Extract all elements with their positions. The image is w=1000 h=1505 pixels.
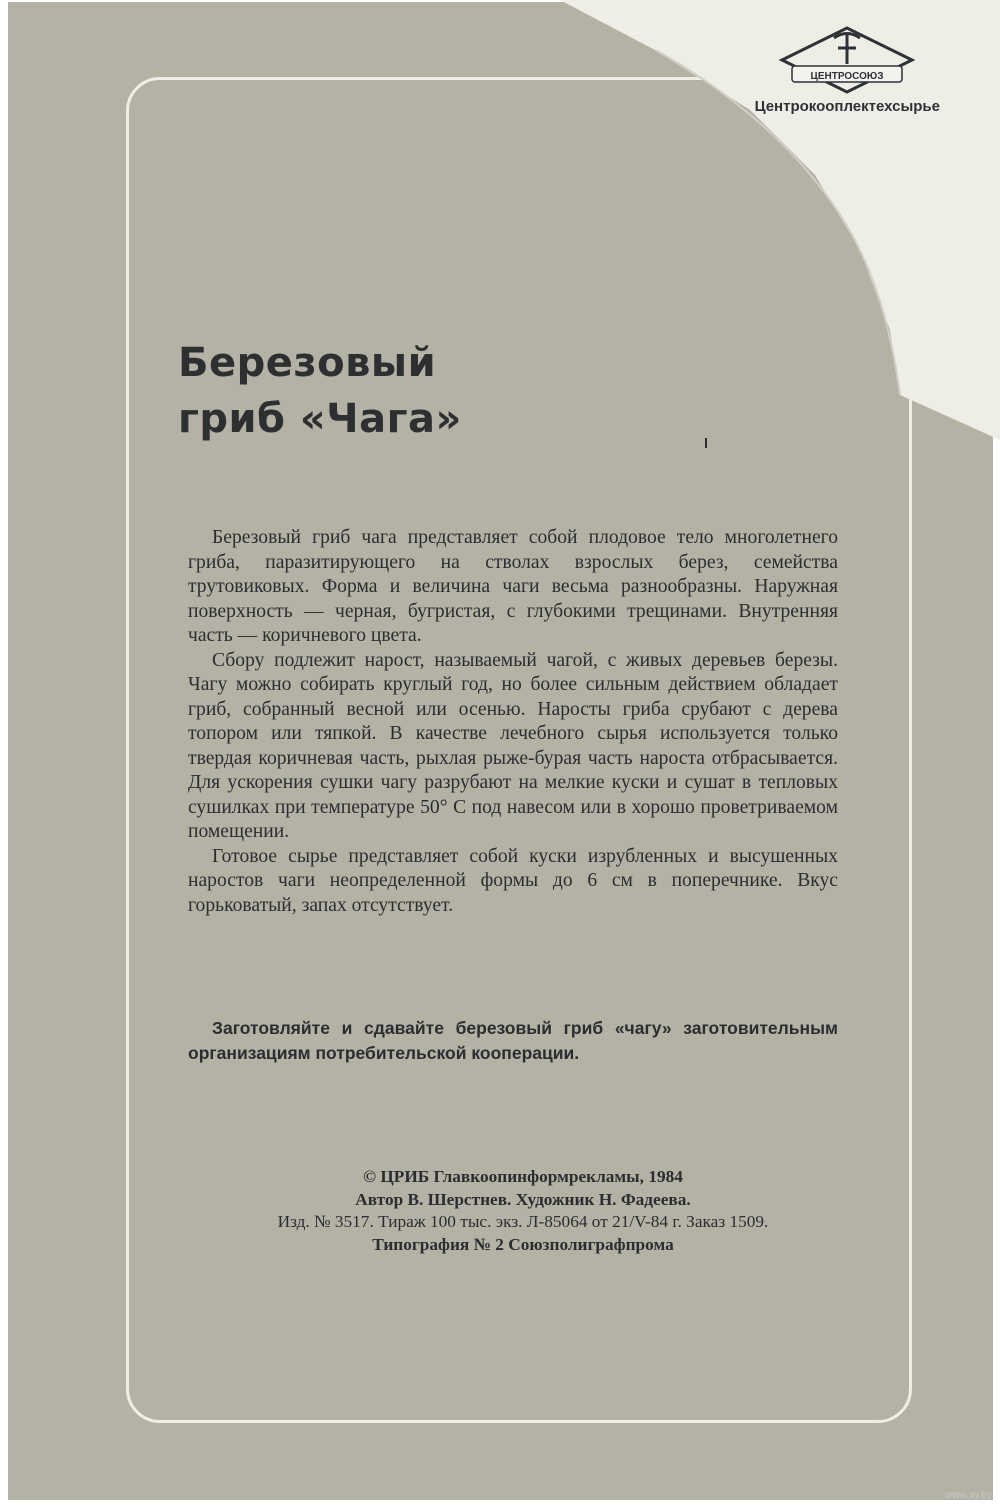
call-to-action: Заготовляйте и сдавайте березовый гриб «чагу» заготовительным организациям потребительской кооперации.	[188, 1018, 838, 1063]
imprint-copyright: © ЦРИБ Главкоопинформрекламы, 1984	[363, 1167, 683, 1186]
body-text	[188, 526, 838, 918]
paragraph-3: Готовое сырье представляет собой куски изрубленных и высушенных наростов чаги неопределенной формы до 6 см в поперечнике. Вкус горьковатый, запах отсутствует.	[188, 845, 838, 916]
organization-name: Центрокооплектехсырье	[754, 98, 940, 115]
print-mark	[705, 438, 707, 448]
title-line-1: Березовый	[178, 340, 437, 386]
imprint	[168, 1166, 878, 1256]
title-line-2: гриб «Чага»	[178, 396, 462, 442]
leaflet-title	[178, 335, 462, 447]
logo-text: ЦЕНТРОСОЮЗ	[810, 71, 884, 82]
watermark: www.ay.by	[944, 1490, 992, 1501]
paragraph-2: Сбору подлежит нарост, называемый чагой, с живых деревьев березы. Чагу можно собирать круглый год, но более сильным действием обладает гриб, собранный весной или осенью. Наросты гриба срубают с дерева топором или тяпкой. В качестве лечебного сырья используется только твердая коричневая часть, рыхлая рыже-бурая часть нароста отбрасывается. Для ускорения сушки чагу разрубают на мелкие куски и сушат в тепловых сушилках при температуре 50° С под навесом или в хорошо проветриваемом помещении.	[188, 649, 838, 842]
imprint-edition: Изд. № 3517. Тираж 100 тыс. экз. Л-85064 от 21/V-84 г. Заказ 1509.	[277, 1212, 769, 1231]
imprint-credits: Автор В. Шерстнев. Художник Н. Фадеева.	[355, 1189, 691, 1209]
centrosoyuz-logo	[772, 24, 922, 96]
imprint-printer: Типография № 2 Союзполиграфпрома	[372, 1234, 674, 1254]
paragraph-1: Березовый гриб чага представляет собой плодовое тело многолетнего гриба, паразитирующего на стволах взрослых берез, семейства трутовиковых. Форма и величина чаги весьма разнообразны. Наружная поверхность — черная, бугристая, с глубокими трещинами. Внутренняя часть — коричневого цвета.	[188, 527, 838, 646]
